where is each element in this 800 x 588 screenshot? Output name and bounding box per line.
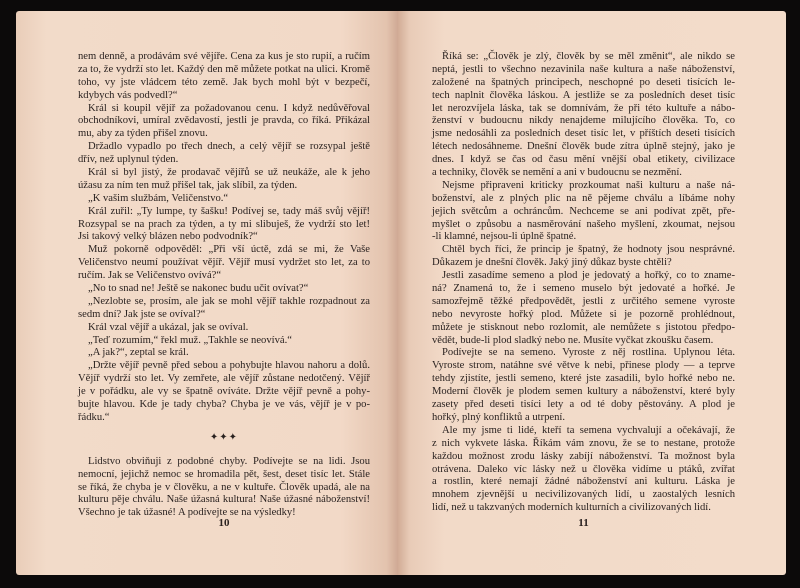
text-line: „Teď rozumím,“ řekl muž. „Takhle se neovívá.“: [88, 334, 292, 346]
text-line: Vyroste strom, natáhne své větve k nebi, přinese plody — a teprve: [432, 360, 735, 372]
text-line: mu, aby za týden přišel znovu.: [78, 128, 208, 140]
paragraph: [78, 193, 370, 206]
text-line: bujte hlavou. Kde je tady chyba? Chyba je ve vás, vějíř je v po-: [78, 399, 370, 411]
section-separator: ✦✦✦: [209, 431, 239, 443]
text-line: za to, že vydrží sto let. Každý den mě můžete potkat na ulici. Kromě: [78, 63, 370, 75]
text-line: obchodníkovi, umíral zvědavostí, jestli je pravda, co říká. Přikázal: [78, 115, 370, 127]
text-line: Držadlo vypadlo po třech dnech, a celý vějíř se rozsypal ještě: [88, 141, 370, 153]
text-line: „K vašim službám, Veličenstvo.“: [88, 192, 229, 204]
text-line: je v pořádku, ale vy se špatně ovíváte. Držte vějíř pevně a pohy-: [78, 386, 370, 398]
paragraph: [78, 51, 370, 103]
text-line: nebo nevyroste hořký plod. Můžete si je pozorně prohlédnout,: [432, 308, 735, 320]
text-line: toho, vy jste vládcem této země. Jak bych mohl být v bezpečí,: [78, 76, 370, 88]
paragraph: [78, 244, 370, 283]
paragraph: [78, 141, 370, 167]
paragraph: [78, 360, 370, 424]
text-line: „Držte vějíř pevně před sebou a pohybujte hlavou nahoru a dolů.: [88, 360, 370, 372]
paragraph: [432, 425, 735, 515]
text-line: samozřejmě těžké předpovědět, jestli z určitého semene vyroste: [432, 295, 735, 307]
text-line: a techniky, člověk se nemění a ani v budoucnu se nezmění.: [432, 167, 682, 179]
text-line: neptá, jestli to všechno nezavinila naše kultura a naše náboženství,: [432, 63, 735, 75]
left-page: [16, 11, 398, 575]
text-line: Moderní člověk je plodem semen kultury a náboženství, které byly: [432, 386, 735, 398]
text-line: jsme nedosáhli za posledních deset tisíc let, v příštích deseti tisících: [432, 128, 735, 140]
text-line: tehdy zjistíte, jestli semeno, které jste zasadili, bylo hořké nebo ne.: [432, 373, 735, 385]
paragraph: [432, 347, 735, 424]
text-line: Král si koupil vějíř za požadovanou cenu. I když nedůvěřoval: [88, 102, 370, 114]
text-line: úžasu za ním ten muž přišel tak, jak slíbil, za týden.: [78, 179, 298, 191]
paragraph: [78, 103, 370, 142]
paragraph: [78, 206, 370, 245]
page-number: 10: [218, 517, 230, 529]
paragraph: [78, 296, 370, 322]
paragraph: [78, 322, 370, 335]
text-line: se říká, že chyba je v člověku, a ne v kultuře. Člověk upadá, ale na: [78, 481, 370, 493]
text-line: jejich světcům a ochráncům. Nechceme se ani podívat zpět, pře-: [432, 205, 735, 217]
text-line: Vějíř vydrží sto let. Vy zemřete, ale vějíř zůstane nedotčený. Vějíř: [78, 373, 370, 385]
text-line: Rozsypal se na prach za týden, a ty mi slibuješ, že vydrží sto let!: [78, 218, 370, 230]
text-line: Veličenstvo neumí používat vějíř. Vějíř musí vydržet sto let, za to: [78, 257, 370, 269]
text-line: sedm dní? Jak jste se ovíval?“: [78, 308, 206, 320]
paragraph: [432, 180, 735, 244]
paragraph: [432, 244, 735, 270]
text-line: Všechno je tak úžasné! A podívejte se na výsledky!: [78, 507, 296, 519]
text-line: tech naplnit člověka láskou. A jestliže se za posledních deset tisíc: [432, 89, 735, 101]
text-line: ženství v budoucnu nikdy nenajdeme milujícího člověka. To, co: [432, 115, 735, 127]
paragraph: [432, 270, 735, 347]
text-line: Nejsme připraveni kriticky prozkoumat naši kulturu a naše ná-: [442, 179, 735, 191]
text-line: dnes. I když se čas od času mění vnější obal etikety, civilizace: [432, 154, 735, 166]
text-line: můžete je stisknout nebo rozlomit, ale nemůžete s jistotou předpo-: [432, 321, 735, 333]
text-line: lidí, než u takzvaných moderních kulturních a civilizovaných lidí.: [432, 502, 711, 514]
text-line: -li klamné, nejsou-li úplně špatné.: [432, 231, 577, 243]
paragraph: [78, 335, 370, 348]
text-line: nemocní, jejichž nemoc se hromadila pět, šest, deset tisíc let. Stále: [78, 468, 370, 480]
text-line: zasety před deseti tisíci lety a od té doby pěstovány. A plod je: [432, 399, 735, 411]
text-line: kdybych vás podvedl?“: [78, 89, 178, 101]
text-line: „A jak?“, zeptal se král.: [88, 347, 189, 359]
paragraph: [432, 51, 735, 180]
text-line: „No to snad ne! Ještě se nakonec budu učit ovívat?“: [88, 283, 309, 295]
text-line: z nich vykvete láska. Říkám vám znovu, že se to nestane, protože: [432, 437, 735, 449]
page-number: 11: [578, 517, 589, 529]
text-line: Říká se: „Člověk je zlý, člověk by se měl změnit“, ale nikdo se: [442, 51, 735, 62]
right-page-text: [432, 51, 735, 515]
text-line: Král zuřil: „Ty lumpe, ty šašku! Podívej se, tady máš svůj vějíř!: [88, 205, 370, 217]
text-line: myšlet o způsobu a nasměrování našeho myšlení, zkoumat, nejsou: [432, 218, 735, 230]
text-line: Chtěl bych říci, že princip je špatný, že hodnoty jsou nesprávné.: [442, 244, 735, 256]
paragraph: [78, 347, 370, 360]
text-line: nem denně, a prodávám své vějíře. Cena za kus je sto rupií, a ručím: [78, 51, 370, 62]
text-line: založené na špatných principech, neschopné po deseti tisících le-: [432, 76, 735, 88]
text-line: Král vzal vějíř a ukázal, jak se ovíval.: [88, 321, 249, 333]
text-line: dřív, než uplynul týden.: [78, 154, 179, 166]
left-page-text: [78, 51, 370, 520]
text-line: každou možnost zrodu lásky zabíjí náboženství. Ta možnost byla: [432, 450, 735, 462]
text-line: Ale my jsme ti lidé, kteří ta semena vychvalují a očekávají, že: [442, 424, 735, 436]
text-line: „Nezlobte se, prosím, ale jak se mohl vějíř takhle rozpadnout za: [88, 295, 370, 307]
text-line: Důkazem je dnešní člověk. Jaký jiný důkaz byste chtěli?: [432, 257, 672, 269]
text-line: Podívejte se na semeno. Vyroste z něj rostlina. Uplynou léta.: [442, 347, 735, 359]
paragraph: [78, 167, 370, 193]
text-line: a rostlin, které nemají žádné náboženství ani kulturu. Láska je: [432, 476, 735, 488]
text-line: mnohem zjevnější u necivilizovaných lidí, u zaostalých lesních: [432, 489, 735, 501]
text-line: hořký, plný konfliktů a utrpení.: [432, 411, 565, 423]
text-line: vědět, bude-li plod sladký nebo ne. Musíte vyčkat zkoušku časem.: [432, 334, 714, 346]
text-line: boženství, ale z plných plic na ně pějeme chválu a líbáme nohy: [432, 192, 735, 204]
text-line: Lidstvo obviňuji z podobné chyby. Podívejte se na lidi. Jsou: [88, 455, 370, 467]
text-line: Jsi takový velký blázen nebo podvodník?“: [78, 231, 258, 243]
text-line: řádku.“: [78, 411, 110, 423]
text-line: ručím. Jak se Veličenstvo ovívá?“: [78, 270, 222, 282]
text-line: Muž pokorně odpověděl: „Při vší úctě, zdá se mi, že Vaše: [88, 244, 370, 256]
text-line: otrávena. Daleko víc lásky než u člověka vidíme u ptáků, zvířat: [432, 463, 735, 475]
text-line: létech nedosáhneme. Dnešní člověk bude zítra úplně stejný, jako je: [432, 141, 735, 153]
text-line: ná? Znamená to, že i semeno muselo být jedovaté a hořké. Je: [432, 283, 735, 295]
paragraph: [78, 456, 370, 520]
right-page: [398, 11, 786, 575]
text-line: Král si byl jistý, že prodavač vějířů se už neukáže, ale k jeho: [88, 167, 370, 179]
text-line: let nerozvíjela láska, tak se domnívám, že při této kultuře a nábo-: [432, 102, 735, 114]
paragraph: [78, 283, 370, 296]
text-line: kulturu pěje chválu. Naše úžasná kultura! Naše úžasné náboženství!: [78, 494, 370, 506]
text-line: Jestli zasadíme semeno a plod je jedovatý a hořký, co to zname-: [442, 270, 735, 282]
